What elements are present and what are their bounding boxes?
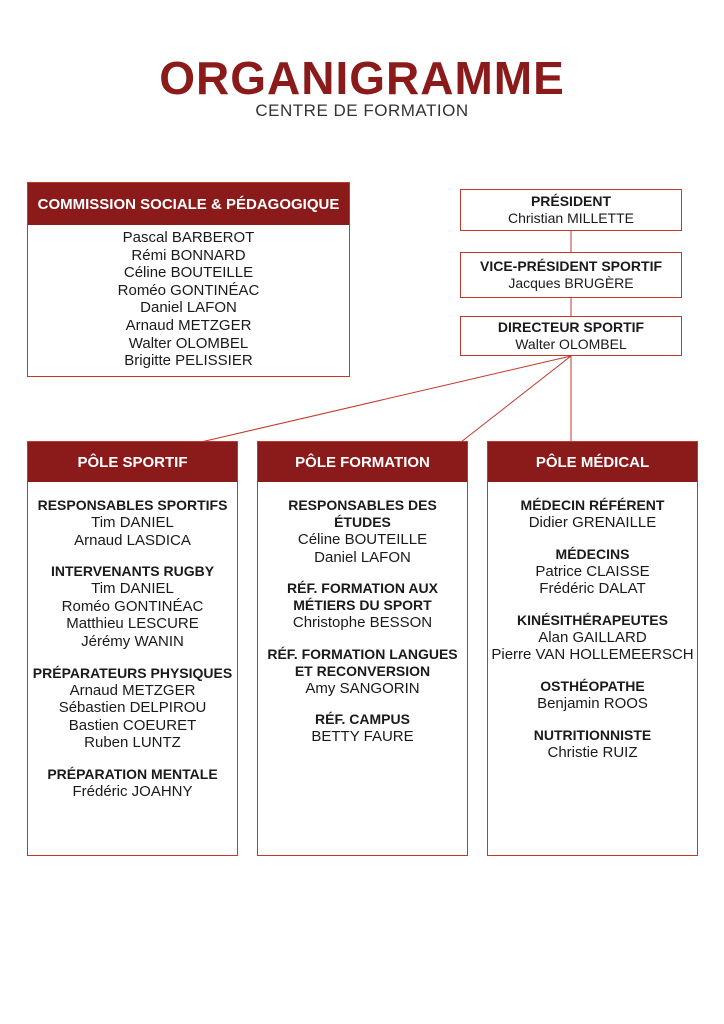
page-title: ORGANIGRAMME [159,52,565,104]
section-title: INTERVENANTS RUGBY [50,563,215,580]
commission-member: Daniel LAFON [140,299,237,317]
pole-section [488,497,697,532]
president-role: PRÉSIDENT [530,193,612,209]
directeur-box [460,316,682,356]
section-person: Daniel LAFON [314,548,411,566]
pole-section [258,711,467,746]
section-person: BETTY FAURE [311,728,414,746]
commission-member: Roméo GONTINÉAC [117,281,260,299]
president-name: Christian MILLETTE [507,210,635,226]
commission-members [28,225,349,370]
pole-section [488,727,697,762]
section-title: RÉF. CAMPUS [315,711,410,728]
section-person: Bastien COEURET [68,716,197,734]
commission-member: Pascal BARBEROT [122,229,255,246]
commission-member: Walter OLOMBEL [128,334,249,352]
section-title: PRÉPARATION MENTALE [47,765,218,782]
section-title: KINÉSITHÉRAPEUTES [517,611,668,628]
pole-medical-box [487,441,698,856]
section-person: Didier GRENAILLE [528,514,657,531]
section-person: Pierre VAN HOLLEMEERSCH [491,646,694,664]
section-person: Frédéric JOAHNY [72,782,193,800]
pole-section [28,665,237,752]
vice-president-name: Jacques BRUGÈRE [508,275,634,291]
pole-title: PÔLE SPORTIF [28,442,237,482]
directeur-name: Walter OLOMBEL [515,336,627,352]
section-person: Tim DANIEL [91,580,174,598]
pole-section [488,612,697,664]
vice-president-box [460,252,682,298]
pole-section [488,678,697,713]
section-person: Ruben LUNTZ [84,734,181,752]
section-title: PRÉPARATEURS PHYSIQUES [32,664,233,681]
commission-member: Rémi BONNARD [131,246,246,264]
commission-member: Brigitte PELISSIER [124,352,253,370]
section-title: MÉDECINS [555,545,630,562]
pole-section [28,497,237,549]
section-title: RÉF. FORMATION LANGUES [267,645,458,662]
section-person: Christie RUIZ [547,743,638,761]
section-person: Frédéric DALAT [539,580,646,598]
section-person: Céline BOUTEILLE [297,531,428,548]
page-subtitle: CENTRE DE FORMATION [255,101,469,120]
pole-content [28,482,237,801]
section-title: MÉTIERS DU SPORT [293,597,432,614]
section-person: Christophe BESSON [292,614,433,632]
section-person: Benjamin ROOS [537,694,648,712]
section-title: MÉDECIN RÉFÉRENT [520,497,665,513]
pole-section [488,546,697,598]
pole-section [258,580,467,632]
section-person: Arnaud METZGER [69,681,196,699]
commission-member: Céline BOUTEILLE [123,264,254,282]
section-title: RESPONSABLES SPORTIFS [37,497,228,513]
section-title: RESPONSABLES DES ÉTUDES [288,497,437,530]
section-title: OSTHÉOPATHE [540,677,645,694]
section-person: Amy SANGORIN [305,679,420,697]
section-person: Alan GAILLARD [538,628,647,646]
vice-president-role: VICE-PRÉSIDENT SPORTIF [479,258,663,274]
section-person: Jérémy WANIN [81,632,184,650]
pole-content [488,482,697,761]
directeur-role: DIRECTEUR SPORTIF [497,319,645,335]
commission-box [27,182,350,377]
section-title: NUTRITIONNISTE [533,726,652,743]
pole-section [258,646,467,698]
section-person: Sébastien DELPIROU [58,699,207,717]
section-person: Arnaud LASDICA [74,531,191,549]
section-person: Patrice CLAISSE [535,562,650,580]
pole-section [28,563,237,650]
president-box [460,189,682,231]
section-title: RÉF. FORMATION AUX [287,580,438,597]
section-title: ET RECONVERSION [294,662,431,679]
pole-title: PÔLE FORMATION [258,442,467,482]
pole-formation-box [257,441,468,856]
pole-title: PÔLE MÉDICAL [488,442,697,482]
commission-title: COMMISSION SOCIALE & PÉDAGOGIQUE [28,183,349,225]
pole-section [258,497,467,566]
commission-member: Arnaud METZGER [125,316,252,334]
section-person: Matthieu LESCURE [66,615,199,633]
section-person: Roméo GONTINÉAC [61,597,204,615]
section-person: Tim DANIEL [91,514,174,531]
pole-content [258,482,467,746]
pole-sportif-box [27,441,238,856]
pole-section [28,766,237,801]
